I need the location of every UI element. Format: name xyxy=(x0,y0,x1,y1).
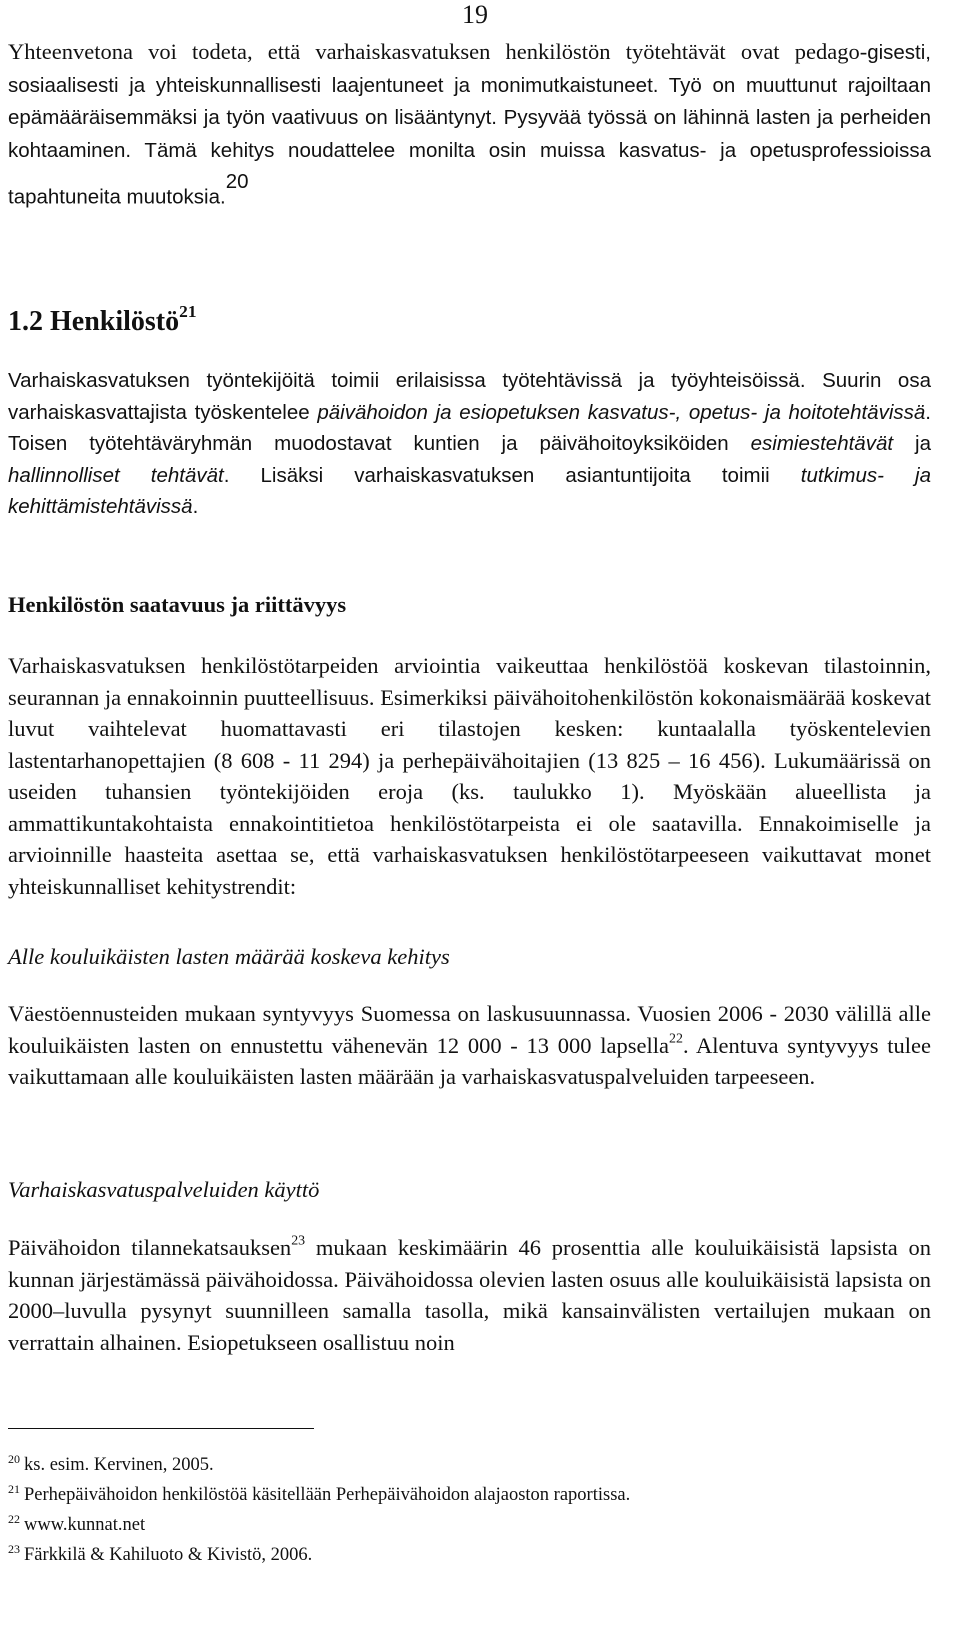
footnote-ref-20: 20 xyxy=(225,170,249,193)
footnote-ref-22: 22 xyxy=(669,1031,683,1047)
footnote-23: $^{23}$ Färkkilä & Kahiluoto & Kivistö, 2006. xyxy=(8,1542,313,1565)
summary-line1: Yhteenvetona voi todeta, että varhaiskasvatuksen henkilöstön työtehtävät ovat pedago- xyxy=(8,39,868,64)
services-heading: Varhaiskasvatuspalveluiden käyttö xyxy=(8,1177,320,1202)
footnote-ref-21: 21 xyxy=(179,301,197,321)
footnote-21: $^{21}$ Perhepäivähoidon henkilöstöä käsitellään Perhepäivähoidon alajaoston raportissa. xyxy=(8,1482,631,1505)
availability-paragraph: Varhaiskasvatuksen henkilöstötarpeiden arviointia vaikeuttaa henkilöstöä koskevan tilastoinnin, seurannan ja ennakoinnin puutteellisuus. Esimerkiksi päivähoitohenkilöstön kokonaismäärää koskevat luvut vaihtelevat huomattavasti eri tilastojen kesken: kuntaalalla työskentelevien lastentarhanopettajien (8 608 - 11 294) ja perhepäivähoitajien (13 825 – 16 456). Lukumäärissä on useiden tuhansien työntekijöiden eroja (ks. taulukko 1). Myöskään alueellista ja ammattikuntakohtaista ennakointitietoa henkilöstötarpeista ei ole saatavilla. Ennakoimiselle ja arvioinnille haasteita asettaa se, että varhaiskasvatuksen henkilöstötarpeeseen vaikuttavat monet yhteiskunnalliset kehitystrendit: xyxy=(8,653,931,899)
children-heading: Alle kouluikäisten lasten määrää koskeva kehitys xyxy=(8,944,450,969)
footnotes-list xyxy=(8,1448,630,1568)
children-paragraph: Väestöennusteiden mukaan syntyvyys Suomessa on laskusuunnassa. Vuosien 2006 - 2030 välillä alle kouluikäisten lasten on ennustettu vähenevän 12 000 - 13 000 lapsella$^{22}$. Alentuva syntyvyys tulee vaikuttamaan alle kouluikäisten lasten määrään ja varhaiskasvatuspalveluiden tarpeeseen. xyxy=(8,1001,931,1089)
footnote-divider xyxy=(8,1428,314,1429)
availability-heading: Henkilöstön saatavuus ja riittävyys xyxy=(8,592,347,617)
section-heading: 1.2 Henkilöstö$^{21}$ xyxy=(8,301,197,337)
section-paragraph: Varhaiskasvatuksen työntekijöitä toimii erilaisissa työtehtävissä ja työyhteisöissä. Suurin osa varhaiskasvattajista työskentelee päivähoidon ja esiopetuksen kasvatus-, opetus- ja hoitotehtävissä. Toisen työtehtäväryhmän muodostavat kuntien ja päivähoitoyksiköiden esimiestehtävät ja hallinnolliset tehtävät. Lisäksi varhaiskasvatuksen asiantuntijoita toimii tutkimus- ja kehittämistehtävissä. xyxy=(8,369,931,518)
footnote-ref-23: 23 xyxy=(291,1233,306,1249)
summary-text: gisesti, sosiaalisesti ja yhteiskunnallisesti laajentuneet ja monimutkaistuneet. Työ on muuttunut rajoiltaan epämääräisemmäksi ja työn vaativuus on lisääntynyt. Pysyvää työssä on lähinnä lasten ja perheiden kohtaaminen. Tämä kehitys noudattelee monilta osin muissa kasvatus- ja opetusprofessioissa tapahtuneita muutoksia. xyxy=(8,41,931,209)
footnote-20: $^{20}$ ks. esim. Kervinen, 2005. xyxy=(8,1452,214,1475)
services-paragraph: Päivähoidon tilannekatsauksen$^{23}$ mukaan keskimäärin 46 prosenttia alle kouluikäisistä lapsista on kunnan järjestämässä päivähoidossa. Päivähoidossa olevien lasten osuus alle kouluikäisistä lapsista on 2000–luvulla pysynyt suunnilleen samalla tasolla, mikä kansainvälisten vertailujen mukaan on verrattain alhainen. Esiopetukseen osallistuu noin xyxy=(8,1233,931,1355)
footnote-22: $^{22}$ www.kunnat.net xyxy=(8,1512,146,1535)
summary-paragraph xyxy=(8,36,931,213)
